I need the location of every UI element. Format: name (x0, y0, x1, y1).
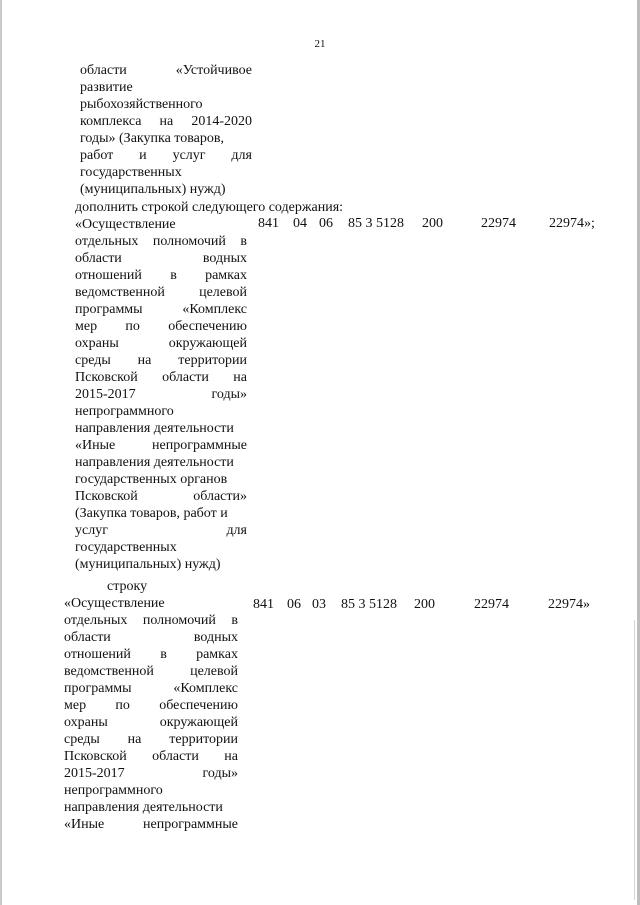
block-3-line: области водных (64, 630, 238, 645)
block-2-line: «Осуществление (75, 217, 176, 232)
block-3-line: мер по обеспечению (64, 698, 238, 713)
block-2-line: непрограммного (75, 404, 174, 419)
block-2-line: Псковской области на (75, 370, 247, 385)
block-2-line: ведомственной целевой (75, 285, 247, 300)
expense-type-code: 200 (414, 597, 435, 612)
block-2-line: области водных (75, 251, 247, 266)
block-3-word: строку (107, 579, 148, 594)
block-2-line: государственных органов (75, 472, 228, 487)
block-3-line: направления деятельности (64, 800, 223, 815)
ved-code: 841 (258, 216, 279, 231)
subsection-code: 03 (312, 597, 326, 612)
block-1-line: работ и услуг для (80, 148, 252, 163)
sum-1: 22974 (481, 216, 516, 231)
block-2-line: Псковской области» (75, 489, 247, 504)
page-number: 21 (314, 38, 326, 50)
subsection-code: 06 (319, 216, 333, 231)
expense-type-code: 200 (422, 216, 443, 231)
block-3-line: Псковской области на (64, 749, 238, 764)
block-2-line: среды на территории (75, 353, 247, 368)
block-2-line: «Иные непрограммные (75, 438, 247, 453)
block-3-line: непрограммного (64, 783, 163, 798)
block-2-line: направления деятельности (75, 421, 234, 436)
block-2-line: услуг для (75, 523, 247, 538)
ved-code: 841 (253, 597, 274, 612)
block-1-line: годы» (Закупка товаров, (80, 131, 224, 146)
section-code: 04 (293, 216, 307, 231)
block-1-line: рыбохозяйственного (80, 97, 203, 112)
block-3-line: охраны окружающей (64, 715, 238, 730)
target-article-code: 85 3 5128 (348, 216, 404, 231)
block-3-line: среды на территории (64, 732, 238, 747)
block-3-line: «Иные непрограммные (64, 817, 238, 832)
sum-2: 22974»; (549, 216, 595, 231)
block-2-line: (муниципальных) нужд) (75, 557, 221, 572)
scan-left-edge (0, 0, 2, 905)
block-3-line: программы «Комплекс (64, 681, 238, 696)
block-2-line: (Закупка товаров, работ и (75, 506, 228, 521)
block-3-line: 2015-2017 годы» (64, 766, 238, 781)
block-3-line: «Осуществление (64, 596, 165, 611)
block-1-line: комплекса на 2014-2020 (80, 114, 252, 129)
block-3-line: отношений в рамках (64, 647, 238, 662)
block-2-line: мер по обеспечению (75, 319, 247, 334)
block-1-line: государственных (80, 165, 182, 180)
instruction-line: дополнить строкой следующего содержания: (75, 200, 344, 215)
sum-2: 22974» (548, 597, 590, 612)
block-1-line: развитие (80, 80, 133, 95)
block-2-line: направления деятельности (75, 455, 234, 470)
target-article-code: 85 3 5128 (341, 597, 397, 612)
scan-right-shadow (634, 620, 635, 900)
block-3-line: ведомственной целевой (64, 664, 238, 679)
block-2-line: программы «Комплекс (75, 302, 247, 317)
section-code: 06 (287, 597, 301, 612)
block-2-line: отношений в рамках (75, 268, 247, 283)
block-3-line: отдельных полномочий в (64, 613, 238, 628)
block-1-line: (муниципальных) нужд) (80, 182, 226, 197)
block-1-line: области «Устойчивое (80, 63, 252, 78)
block-2-line: отдельных полномочий в (75, 234, 247, 249)
block-2-line: 2015-2017 годы» (75, 387, 247, 402)
sum-1: 22974 (474, 597, 509, 612)
block-2-line: охраны окружающей (75, 336, 247, 351)
block-2-line: государственных (75, 540, 177, 555)
